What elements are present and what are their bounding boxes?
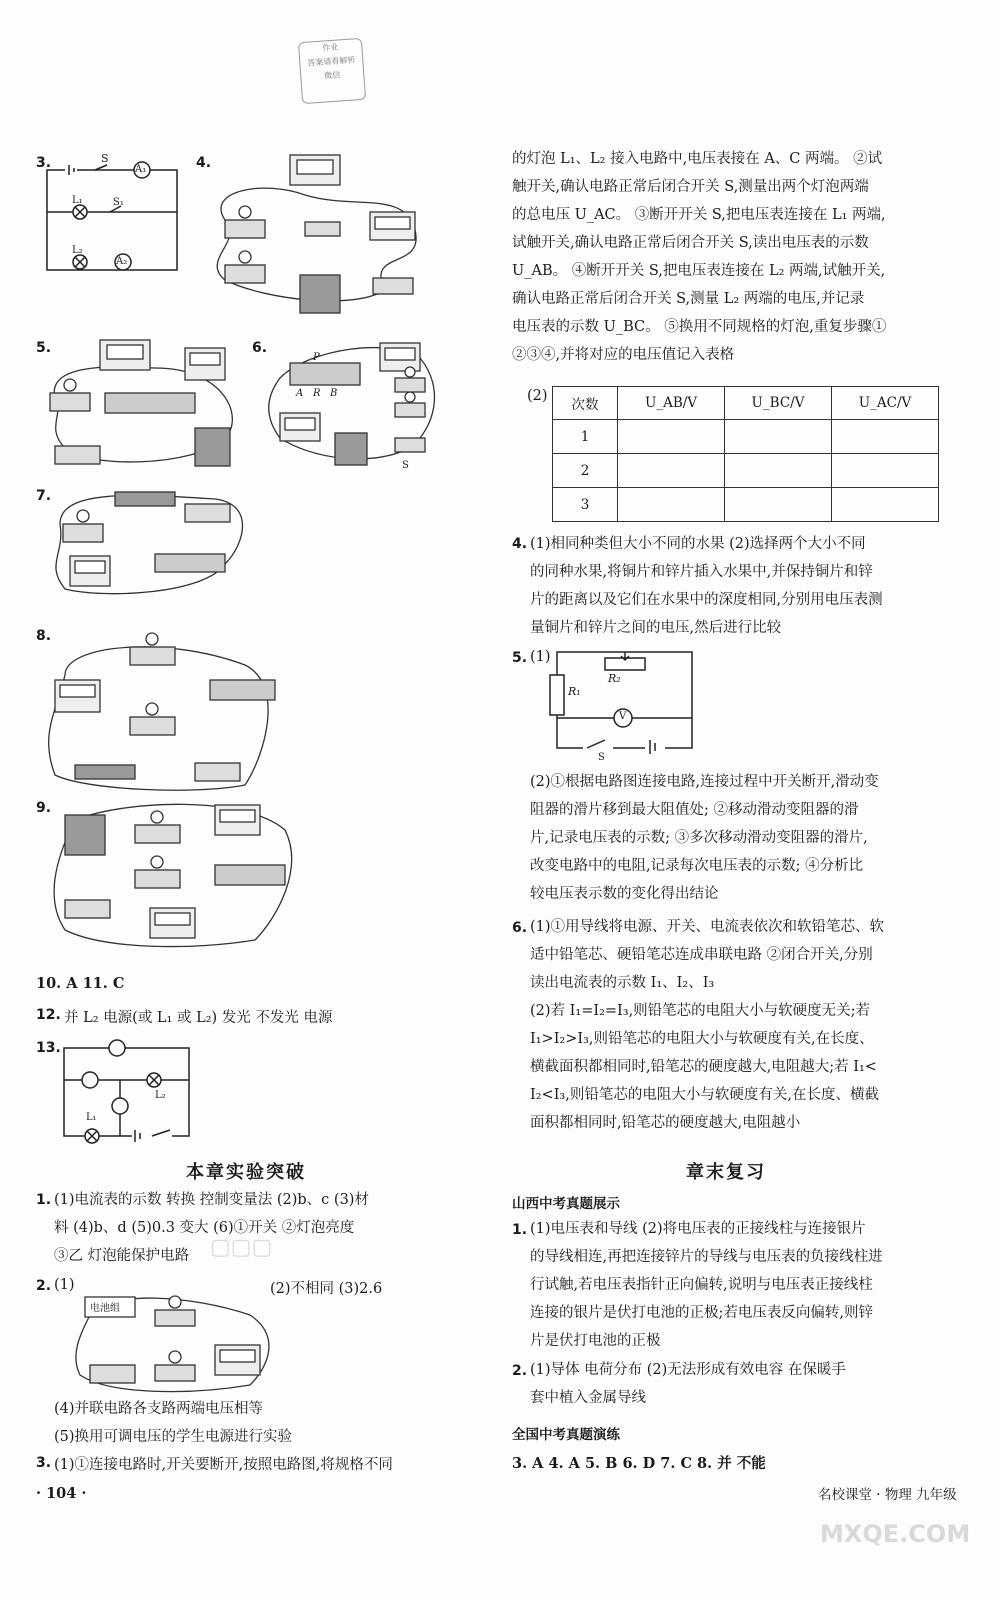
table-cell: 3 — [553, 488, 618, 522]
label-s1: S₁ — [113, 197, 124, 208]
circuit-diagram-13 — [62, 1040, 192, 1140]
table-header: U_AC/V — [832, 387, 939, 420]
question-number-13: 13. — [36, 1040, 61, 1056]
table-header: 次数 — [553, 387, 618, 420]
question-number-4: 4. — [196, 155, 212, 171]
question-number-6: 6. — [252, 340, 268, 356]
question-number-rv2: 2. — [512, 1363, 528, 1379]
review-answers-3-8: 3. A 4. A 5. B 6. D 7. C 8. 并 不能 — [512, 1455, 766, 1472]
wiring-diagram-8 — [45, 625, 275, 795]
experiment-2-part4: (4)并联电路各支路两端电压相等 — [54, 1401, 264, 1417]
experiment-2-part1: (1) — [54, 1277, 75, 1293]
label-r1: R₁ — [568, 685, 581, 698]
watermark-logo: MXQE.COM — [820, 1520, 971, 1548]
question-number-e2: 2. — [36, 1278, 52, 1294]
voltage-table — [552, 386, 939, 522]
label-s: S — [402, 460, 409, 471]
section-title-review: 章末复习 — [686, 1162, 766, 1183]
label-l2: L₂ — [155, 1090, 166, 1101]
table-header-row — [553, 387, 939, 420]
footer-title: 名校课堂 · 物理 九年级 — [818, 1487, 957, 1503]
answer-12: 并 L₂ 电源(或 L₁ 或 L₂) 发光 不发光 电源 — [64, 1010, 333, 1026]
answer-5-part2: (2)①根据电路图连接电路,连接过程中开关断开,滑动变 阻器的滑片移到最大阻值处; ②移动滑动变阻器的滑 片,记录电压表的示数; ③多次移动滑动变阻器的滑片, 改变电路中的电阻,记录每次电压表的示数; ④分析比 较电压表示数的变化得出结论 — [530, 774, 879, 902]
answer-6: (1)①用导线将电源、开关、电流表依次和软铅笔芯、软 适中铅笔芯、硬铅笔芯连成串联电路 ②闭合开关,分别 读出电流表的示数 I₁、I₂、I₃ (2)若 I₁=I₂=I₃,则铅笔芯的电阻大小与软硬度无关;若 I₁>I₂>I₃,则铅笔芯的电阻大小与软硬度有关,在长度、 横截面积都相同时,铅笔芯的硬度越大,电阻越大;若 I₁< I₂<I₃,则铅笔芯的电阻大小与软硬度有关,在长度、横截 面积都相同时,铅笔芯的硬度越大,电阻越小 — [530, 919, 885, 1131]
review-answer-2: (1)导体 电荷分布 (2)无法形成有效电容 在保暖手 套中植入金属导线 — [530, 1362, 846, 1406]
question-number-7: 7. — [36, 488, 52, 504]
circuit-diagram-3 — [45, 162, 180, 277]
section-title-experiment: 本章实验突破 — [186, 1162, 306, 1183]
wiring-diagram-6 — [270, 338, 440, 468]
question-number-rv1: 1. — [512, 1222, 528, 1238]
label-r2: R₂ — [608, 672, 621, 685]
answer-4: (1)相同种类但大小不同的水果 (2)选择两个大小不同 的同种水果,将铜片和锌片插入水果中,并保持铜片和锌 片的距离以及它们在水果中的深度相同,分别用电压表测 量铜片和锌片之间的电压,然后进行比较 — [530, 536, 883, 636]
label-b: B — [330, 388, 338, 399]
question-number-3: 3. — [36, 155, 52, 171]
circuit-diagram-r5 — [555, 650, 695, 750]
question-number-r4: 4. — [512, 536, 528, 552]
label-s: S — [101, 152, 109, 165]
answer-5-part1: (1) — [530, 649, 551, 665]
subsection-national: 全国中考真题演练 — [512, 1427, 620, 1443]
experiment-2-part5: (5)换用可调电压的学生电源进行实验 — [54, 1429, 293, 1445]
stamp-seal: 作业 答案请看解析 微信 — [298, 38, 366, 104]
wiring-diagram-7 — [45, 484, 255, 604]
wiring-diagram-9 — [45, 800, 295, 950]
label-r: R — [313, 388, 321, 399]
experiment-1-answer: (1)电流表的示数 转换 控制变量法 (2)b、c (3)材 料 (4)b、d (5)0.3 变大 (6)①开关 ②灯泡亮度 ③乙 灯泡能保护电路 — [54, 1192, 369, 1264]
question-number-e3: 3. — [36, 1455, 52, 1471]
label-a1: A₁ — [135, 164, 147, 175]
table-label: (2) — [527, 388, 548, 404]
label-a2: A₂ — [116, 256, 128, 267]
label-p: P — [313, 352, 320, 363]
label-l1: L₁ — [86, 1112, 97, 1123]
answer-10-11: 10. A 11. C — [36, 975, 125, 992]
wiring-diagram-5 — [45, 338, 245, 468]
experiment-2-part2-3: (2)不相同 (3)2.6 — [270, 1281, 383, 1297]
label-l1: L₁ — [72, 195, 83, 206]
question-number-12: 12. — [36, 1007, 61, 1023]
question-number-5: 5. — [36, 340, 52, 356]
experiment-3-part1: (1)①连接电路时,开关要断开,按照电路图,将规格不同 — [54, 1457, 393, 1473]
question-number-r5: 5. — [512, 650, 528, 666]
table-cell: 1 — [553, 420, 618, 454]
table-header: U_AB/V — [618, 387, 725, 420]
question-number-8: 8. — [36, 628, 52, 644]
question-number-9: 9. — [36, 800, 52, 816]
question-number-r6: 6. — [512, 920, 528, 936]
label-s: S — [598, 752, 605, 763]
label-a: A — [296, 388, 304, 399]
table-row — [553, 420, 939, 454]
subsection-shanxi: 山西中考真题展示 — [512, 1196, 620, 1212]
table-row — [553, 454, 939, 488]
table-header: U_BC/V — [725, 387, 832, 420]
wiring-diagram-4 — [205, 150, 425, 315]
label-v: V — [619, 711, 627, 722]
question-number-e1: 1. — [36, 1192, 52, 1208]
table-cell: 2 — [553, 454, 618, 488]
page-number: · 104 · — [36, 1485, 87, 1502]
battery-label: 电池组 — [90, 1303, 120, 1314]
label-l2: L₂ — [72, 245, 83, 256]
table-row — [553, 488, 939, 522]
review-answer-1: (1)电压表和导线 (2)将电压表的正接线柱与连接银片 的导线相连,再把连接锌片的导线与电压表的负接线柱进 行试触,若电压表指针正向偏转,说明与电压表正接线柱 连接的银片是伏打电池的正极;若电压表反向偏转,则锌 片是伏打电池的正极 — [530, 1221, 883, 1349]
experiment-3-continued: 的灯泡 L₁、L₂ 接入电路中,电压表接在 A、C 两端。 ②试 触开关,确认电路正常后闭合开关 S,测量出两个灯泡两端 的总电压 U_AC。 ③断开开关 S,把电压表连接在 L₁ 两端, 试触开关,确认电路正常后闭合开关 S,读出电压表的示数 U_AB。 ④断开开关 S,把电压表连接在 L₂ 两端,试触开关, 确认电路正常后闭合开关 S,测量 L₂ 两端的电压,并记录 电压表的示数 U_BC。 ⑤换用不同规格的灯泡,重复步骤① ②③④,并将对应的电压值记入表格 — [512, 151, 887, 363]
watermark-faint: ▢▢▢ — [210, 1235, 273, 1260]
